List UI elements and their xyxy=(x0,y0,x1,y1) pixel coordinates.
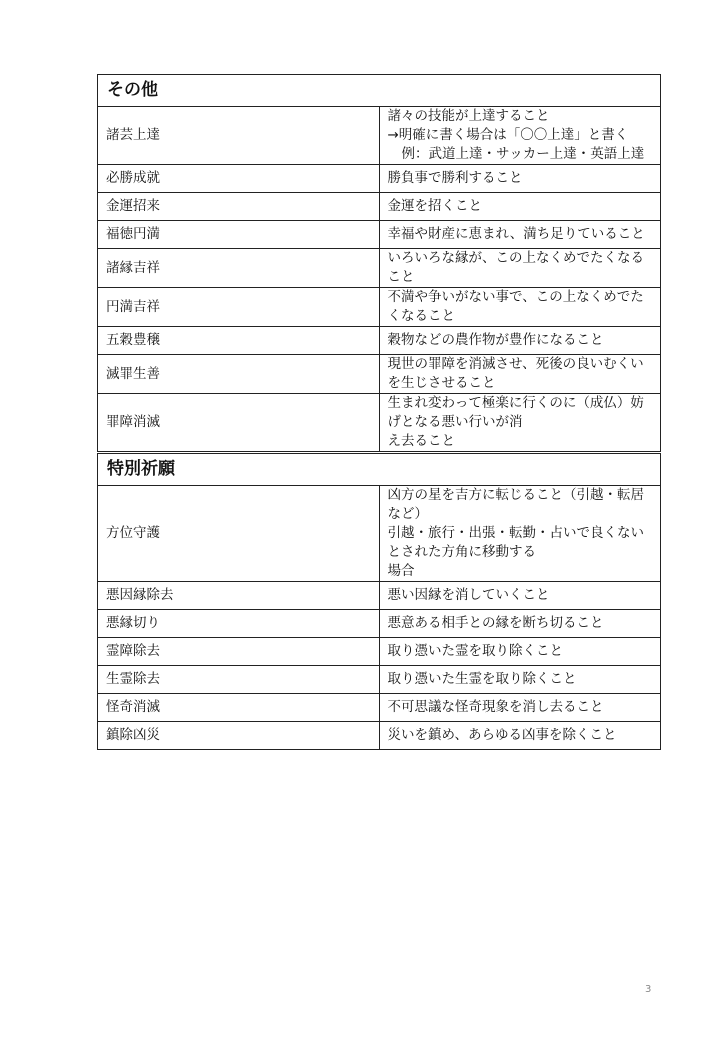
prayer-description xyxy=(379,221,661,249)
table-row xyxy=(98,722,661,750)
description-line: 取り憑いた生霊を取り除くこと xyxy=(387,671,577,687)
description-line: 不満や争いがない事で、この上なくめでたくなること xyxy=(387,289,644,324)
prayer-description xyxy=(379,107,661,165)
prayer-name: 生霊除去 xyxy=(98,666,380,694)
table-row xyxy=(98,355,661,394)
prayer-description xyxy=(379,394,661,452)
prayer-name: 悪縁切り xyxy=(98,610,380,638)
table-other xyxy=(97,74,661,452)
description-line: 幸福や財産に恵まれ、満ち足りていること xyxy=(387,226,645,242)
prayer-description xyxy=(379,666,661,694)
prayer-name: 諸縁吉祥 xyxy=(98,249,380,288)
description-line: 悪意ある相手との縁を断ち切ること xyxy=(387,615,604,631)
prayer-description xyxy=(379,694,661,722)
prayer-name: 方位守護 xyxy=(98,486,380,582)
prayer-name: 福徳円満 xyxy=(98,221,380,249)
description-line: →明確に書く場合は「〇〇上達」と書く xyxy=(387,127,629,143)
table-row xyxy=(98,582,661,610)
table-row xyxy=(98,694,661,722)
section-title: その他 xyxy=(98,75,661,107)
prayer-description xyxy=(379,165,661,193)
prayer-name: 諸芸上達 xyxy=(98,107,380,165)
prayer-name: 必勝成就 xyxy=(98,165,380,193)
section-header-row xyxy=(98,454,661,486)
description-line: 凶方の星を吉方に転じること（引越・転居など） xyxy=(387,487,644,522)
table-row xyxy=(98,327,661,355)
table-row xyxy=(98,288,661,327)
prayer-name: 金運招来 xyxy=(98,193,380,221)
prayer-name: 怪奇消滅 xyxy=(98,694,380,722)
table-body xyxy=(98,454,661,750)
prayer-description xyxy=(379,355,661,394)
table-row xyxy=(98,638,661,666)
prayer-description xyxy=(379,638,661,666)
prayer-description xyxy=(379,327,661,355)
table-body xyxy=(98,75,661,452)
section-title: 特別祈願 xyxy=(98,454,661,486)
table-row xyxy=(98,249,661,288)
table-row xyxy=(98,610,661,638)
table-row xyxy=(98,666,661,694)
description-line: 諸々の技能が上達すること xyxy=(387,108,550,124)
table-row xyxy=(98,165,661,193)
prayer-name: 悪因縁除去 xyxy=(98,582,380,610)
prayer-description xyxy=(379,486,661,582)
description-line: いろいろな縁が、この上なくめでたくなること xyxy=(387,250,644,285)
table-row xyxy=(98,486,661,582)
description-line: 勝負事で勝利すること xyxy=(387,170,523,186)
prayer-description xyxy=(379,288,661,327)
description-line: 取り憑いた霊を取り除くこと xyxy=(387,643,563,659)
description-line: 不可思議な怪奇現象を消し去ること xyxy=(387,699,604,715)
prayer-name: 罪障消滅 xyxy=(98,394,380,452)
prayer-description xyxy=(379,610,661,638)
table-row xyxy=(98,193,661,221)
description-line: え去ること xyxy=(387,433,455,449)
prayer-name: 霊障除去 xyxy=(98,638,380,666)
prayer-description xyxy=(379,722,661,750)
description-line: 穀物などの農作物が豊作になること xyxy=(387,332,604,348)
description-line: 金運を招くこと xyxy=(387,198,482,214)
prayer-description xyxy=(379,193,661,221)
table-row xyxy=(98,221,661,249)
description-line: 生まれ変わって極楽に行くのに（成仏）妨げとなる悪い行いが消 xyxy=(387,395,644,430)
description-line: 現世の罪障を消滅させ、死後の良いむくいを生じさせること xyxy=(387,356,644,391)
prayer-description xyxy=(379,582,661,610)
description-line: 災いを鎮め、あらゆる凶事を除くこと xyxy=(387,727,617,743)
prayer-name: 滅罪生善 xyxy=(98,355,380,394)
description-line: 例：武道上達・サッカー上達・英語上達 xyxy=(401,146,645,162)
description-line: 場合 xyxy=(387,563,415,579)
section-header-row xyxy=(98,75,661,107)
prayer-description xyxy=(379,249,661,288)
description-line: 悪い因縁を消していくこと xyxy=(387,587,550,603)
page-number: 3 xyxy=(645,984,652,995)
table-row xyxy=(98,394,661,452)
description-line: 引越・旅行・出張・転勤・占いで良くないとされた方角に移動する xyxy=(387,525,644,560)
prayer-name: 円満吉祥 xyxy=(98,288,380,327)
prayer-name: 鎮除凶災 xyxy=(98,722,380,750)
table-special-prayer xyxy=(97,453,661,750)
prayer-name: 五穀豊穣 xyxy=(98,327,380,355)
table-row xyxy=(98,107,661,165)
